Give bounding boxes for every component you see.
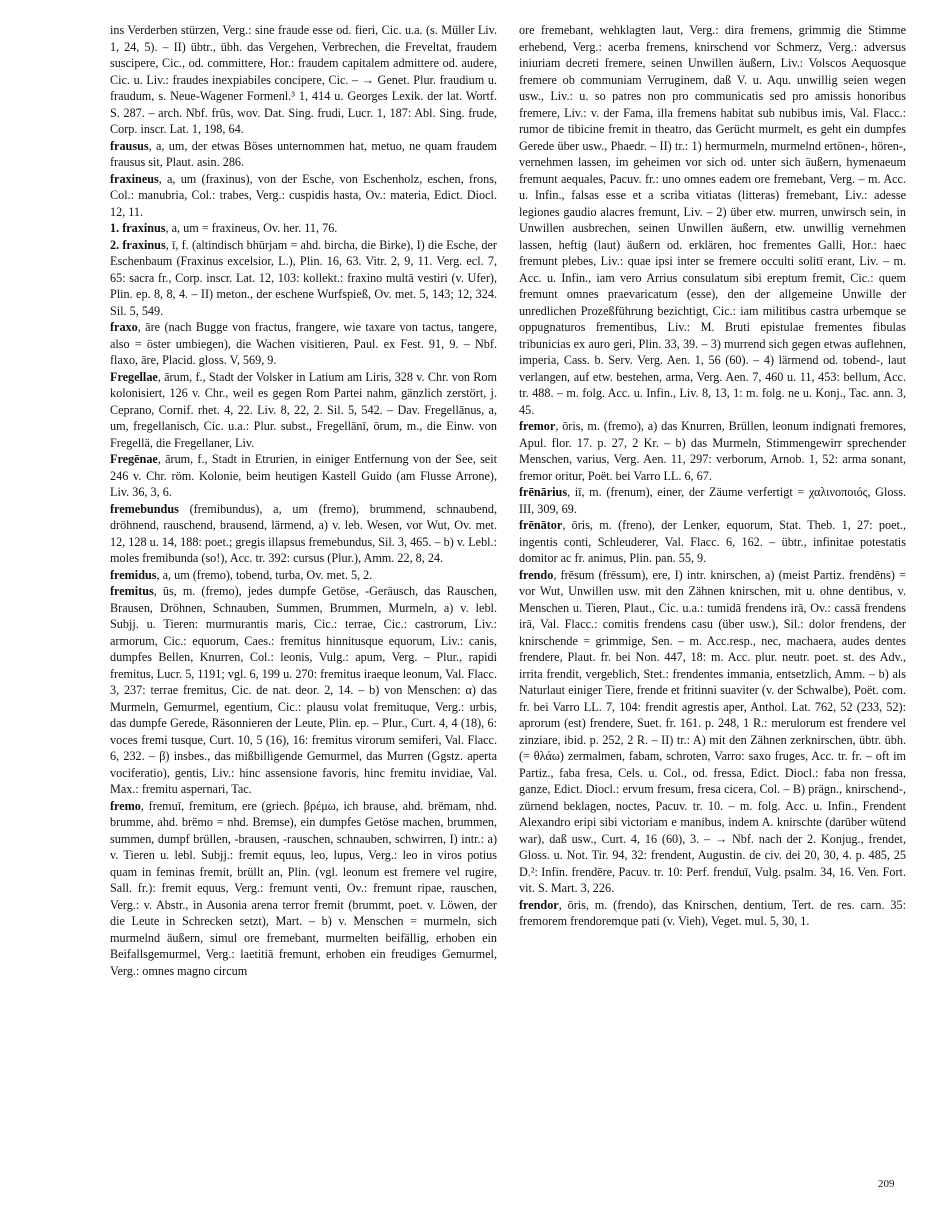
entry-text: , frēsum (frēssum), ere, I) intr. knirschen, a) (meist Partiz. frendēns) = vor Wut, Unwillen usw. mit den Zähnen knirschen, mit u. ohne dentibus, v. Menschen u. Tieren, Plaut., Cic. u.a.: tumidā frendens irā, Ov.: cassā frendens irā, Val. Flacc.: comitis frendens casu (über usw.), Sil.: dolor frendens, der knirschende = grimmige, Sen. – m. Acc.resp., nec, machaera, audes dentes frendere, Plaut. fr. bei Non. 447, 18: m. Acc. plur. neutr. poet. st. des Adv., irrita frendit, vergeblich, Stet.: frendentes immania, entsetzlich, Amm. – b) als Naturlaut einiger Tiere, frende et fritinni suaviter (v. der Schwalbe), Poët. com. fr. bei Varro LL. 7, 104: frendit agrestis aper, Anthol. Lat. 762, 52 (233, 52): aprorum (est) frendere, Suet. fr. 161. p. 248, 1 R.: merulorum est frendere vel zinziare, ibid. p. 252, 2 R. – II) tr.: A) mit den Zähnen zerknirschen, übtr. übh. (= θλάω) zermalmen, fabam, schroten, Varro: saxo fruges, Acc. tr. fr. – oft im Partiz., faba fresa, Cels. u. Col., od. fressa, Edict. Diocl.: faba non fressa, ganze, Edict. Diocl.: ervum fresum, fresa cicera, Col. – B) prägn., knirschend-, zürnend beklagen, noctes, Pacuv. tr. 10. – m. folg. Acc. u. Infin., Frendent Alexandro eripi sibi victoriam e manibus, indem A. knirschte (darüber wütend war), daß usw., Curt. 4, 16 (60), 3. – → Nbf. nach der 2. Konjug., frendet, Gloss. u. Not. Tir. 94, 32: frendent, Augustin. de civ. dei 20, 30, 4. p. 485, 25 D.²: Infin. frendēre, Pacuv. tr. 10: Perf. frenduī, Vulg. psalm. 34, 16. Ven. Fort. vit. S. Mart. 3, 226. [519,567,906,895]
dictionary-entry [519,567,906,897]
entry-text: , ūs, m. (fremo), jedes dumpfe Getöse, -Geräusch, das Rauschen, Brausen, Dröhnen, Schnauben, Summen, Brummen, Murmeln, a) v. lebl. Subjj. u. Tieren: murmurantis maris, Cic.: terrae, Cic.: castrorum, Liv.: armorum, Cic.: equorum, Caes.: fremitus hinnitusque equorum, Liv.: canis, dumpfes Bellen, Knurren, Col.: leonis, Vulg.: apum, Verg. – Plur., rapidi fremitus, Lucr. 5, 1191; vgl. 6, 199 u. 270: fremitus iraeque leonum, Val. Flacc. 3, 237: terrae fremitus, Cic. de nat. deor. 2, 14. – b) von Menschen: α) das Murmeln, Gemurmel, egentium, Cic.: plausu volat fremituque, Verg.: urbis, das dumpfe Gerede, Räsonnieren der Leute, Plin. ep. – Plur., Curt. 4, 4 (18), 6: voces fremi tusque, Curt. 10, 5 (16), 16: fremitus virorum semiferi, Val. Flacc. 6, 232. – β) insbes., das mißbilligende Gemurmel, das Murren (Ggstz. aperta vociferatio), gentis, Liv.: hinc assensione favoris, hinc fremitu invidiae, Val. Max.: fremitu aspernari, Tac. [110,584,497,796]
dictionary-entry [110,138,497,171]
entry-text: ore fremebant, wehklagten laut, Verg.: dira fremens, grimmig die Stimme erhebend, Verg.: acerba fremens, knirschend vor Schmerz, Verg.: adversus iniuriam decreti fremere, seinen Unwillen äußern, Liv.: Volscos Aequosque fremere ob communiam Verruginem, daß V. u. Aqu. unwillig seien wegen usw., Liv.: u. so patres non pro communicatis sed pro amissis honoribus fremere, Liv.: v. der Fama, illa fremens habitat sub nubibus imis, Val. Flacc.: rumor de tibicine fremit in theatro, das Gerücht murmelt, es geht ein dumpfes Gerede über usw., Phaedr. – II) tr.: 1) hermurmeln, murmelnd ertönen-, hören-, vernehmen lassen, im geheimen vor sich od. unter sich äußern, hymenaeum fremunt aequales, Pacuv. fr.: uno omnes eadem ore fremebant, Verg. – m. Acc. u. Infin., falsas esse et a scriba vitiatas (litteras) fremebant, Liv.: adesse legiones gaudio alacres fremunt, Liv. – 2) über etw. murren, unwirsch sein, in Unwillen ausbrechen, seinen Unwillen äußern, etw. unwillig vernehmen lassen, heftig (laut) äußern od. erklären, hoc frementes Galli, Hor.: haec fremunt plebes, Liv.: quae ipsi inter se fremere occulti solitī erant, Liv. – m. Acc. u. Infin., iam vero Arrius consulatum sibi ereptum fremit, Cic.: quem fremunt omnes praevaricatum (esse), den der allgemeine Unwille der unredlichen Prozeßführung bezichtigt, Cic.: iam militibus castra urbemque se oppugnaturos frementibus, Liv.: M. Bruti epistulae frementes fibulas tribunicias ex auro geri, Plin. 33, 39. – 3) murrend sich gegen etwas auflehnen, imperia, Cass. b. Serv. Verg. Aen. 1, 56 (60). – 4) lärmend od. tobend-, laut verlangen, auf etw. bestehen, arma, Verg. Aen. 7, 460 u. 11, 453: bellum, Acc. tr. 488. – m. folg. Acc. u. Infin., Liv. 8, 13, 1: m. folg. ne u. Konj., Tac. ann. 3, 45. [519,23,906,417]
entry-text: , ārum, f., Stadt der Volsker in Latium am Liris, 328 v. Chr. von Rom kolonisiert, 126 v. Chr., weil es gegen Rom Partei nahm, gänzlich zerstört, j. Ceprano, Cornif. rhet. 4, 22. Liv. 8, 22, 2. Sil. 5, 542. – Dav. Fregellānus, a, um, fregellanisch, Cic. u.a.: Plur. subst., Fregellānī, ōrum, m., die Einw. von Fregellä, die Fregellaner, Liv. [110,369,497,450]
entry-headword: Fregēnae [110,452,158,466]
entry-text: , ārum, f., Stadt in Etrurien, in einiger Entfernung von der See, seit 246 v. Chr. röm. Kolonie, beim heutigen Kastell Guido (am Flusse Arrone), Liv. 36, 3, 6. [110,452,497,499]
left-column [110,22,497,979]
page-number: 209 [878,1178,895,1190]
dictionary-entry [519,484,906,517]
dictionary-entry [519,517,906,567]
dictionary-entry [110,798,497,980]
entry-text: , iī, m. (frenum), einer, der Zäume verfertigt = χαλινοποιός, Gloss. III, 309, 69. [519,485,906,516]
dictionary-entry [110,583,497,798]
dictionary-entry [519,897,906,930]
dictionary-entry [110,451,497,501]
entry-headword: frendor [519,897,559,912]
entry-headword: fremidus [110,567,157,582]
entry-headword: 2. fraxinus [110,237,166,252]
dictionary-entry [110,501,497,567]
entry-headword: fremitus [110,584,154,598]
entry-headword: fremor [519,419,556,433]
entry-text: , ōris, m. (frendo), das Knirschen, dentium, Tert. de res. carn. 35: fremorem frendoremque pati (v. Vieh), Veget. mul. 5, 30, 1. [519,897,906,928]
dictionary-entry [110,567,497,584]
entry-text: , ī, f. (altindisch bhūrjam = ahd. bircha, die Birke), I) die Esche, der Eschenbaum (Fraxinus excelsior, L.), Plin. 16, 63. Vitr. 2, 9, 11. Verg. ecl. 7, 65: sacra fr., Corp. inscr. Lat. 12, 103: kollekt.: fraxino multā vestiri (v. Ufer), Plin. ep. 8, 8, 4. – II) meton., der eschene Wurfspieß, Ov. met. 5, 143; 12, 324. Sil. 5, 549. [110,237,497,318]
entry-text: , ōris, m. (freno), der Lenker, equorum, Stat. Theb. 1, 27: poet., ingentis conti, Schleuderer, Val. Flacc. 6, 162. – übtr., infinitae potestatis domitor ac fr. animus, Plin. pan. 55, 9. [519,518,906,565]
entry-text: (fremibundus), a, um (fremo), brummend, schnaubend, dröhnend, rauschend, brausend, lärmend, a) v. leb. Wesen, vor Wut, Ov. met. 12, 128 u. 14, 188: poet.; gregis illapsus fremebundus, Sil. 3, 465. – b) v. Lebl.: moles fremibunda (so!), Acc. tr. 392: cursus (Plur.), Amm. 22, 8, 24. [110,501,497,565]
dictionary-entry [519,418,906,484]
entry-text: , āre (nach Bugge von fractus, frangere, wie taxare von tactus, tangere, also = öster umbiegen), die Wachen visitieren, Paul. ex Fest. 91, 9. – Nbf. flaxo, āre, Placid. gloss. V, 569, 9. [110,320,497,367]
dictionary-entry [110,319,497,369]
dictionary-entry [110,369,497,452]
entry-headword: frausus [110,138,149,153]
entry-text: , ōris, m. (fremo), a) das Knurren, Brüllen, leonum indignati fremores, Apul. flor. 17. p. 27, 2 Kr. – b) das Murmeln, Stimmengewirr sprechender Menschen, varius, Verg. Aen. 11, 297: verborum, Arnob. 1, 52: arma sonant, fremor oritur, Poët. bei Varro LL. 6, 67. [519,419,906,483]
entry-headword: fraxo [110,320,138,334]
entry-headword: fremebundus [110,501,179,516]
entry-headword: frēnātor [519,518,563,532]
entry-headword: fremo [110,798,141,813]
dictionary-entry [519,22,906,418]
entry-headword: frendo [519,567,554,582]
entry-headword: 1. fraxinus [110,221,166,235]
entry-text: , a, um (fremo), tobend, turba, Ov. met. 5, 2. [156,567,373,582]
entry-headword: fraxineus [110,171,159,186]
dictionary-entry [110,22,497,138]
right-column [519,22,906,930]
entry-text: , a, um (fraxinus), von der Esche, von Eschenholz, eschen, frons, Col.: manubria, Col.: trabes, Verg.: cuspidis hasta, Ov.: materia, Edict. Diocl. 12, 11. [110,171,497,219]
entry-headword: Fregellae [110,369,158,384]
entry-text: , fremuī, fremitum, ere (griech. βρέμω, ich brause, ahd. brëmam, nhd. brumme, ahd. brëmo = nhd. Bremse), ein dumpfes Getöse machen, brummen, summen, dumpf brüllen, -brausen, -rauschen, schnauben, schwirren, I) intr.: a) v. Tieren u. lebl. Subjj.: fremit equus, leo, lupus, Verg.: leo in viros potius quam in feminas fremit, brüllt an, Plin. (vgl. leonum est fremere vel rugire, Sall. fr.): fremit equus, Verg.: fremunt venti, Ov.: fremunt ripae, rauschen, Verg.: v. Abstr., in Ausonia arena terror fremit (brummt, poet. v. Löwen, der die Leute in Schrecken setzt), Mart. – b) v. Menschen = murmeln, sich murmelnd äußern, simul ore fremebant, murmelten beifällig, erhoben ein Beifallsgemurmel, Verg.: laetitiā fremunt, erhoben ein freudiges Gemurmel, Verg.: omnes magno circum [110,798,497,978]
entry-text: , a, um = fraxineus, Ov. her. 11, 76. [165,221,338,235]
dictionary-entry [110,237,497,320]
dictionary-entry [110,220,497,237]
entry-text: , a, um, der etwas Böses unternommen hat, metuo, ne quam fraudem frausus sit, Plaut. asin. 286. [110,138,497,169]
dictionary-entry [110,171,497,221]
entry-headword: frēnārius [519,485,568,499]
entry-text: ins Verderben stürzen, Verg.: sine fraude esse od. fieri, Cic. u.a. (s. Müller Liv. 1, 24, 5). – II) übtr., übh. das Vergehen, Verbrechen, die Freveltat, fraudem suscipere, Cic., od. committere, Hor.: fraudem capitalem admittere od. audere, Cic. u. Liv.: fraudes inexpiabiles concipere, Cic. – → Genet. Plur. fraudium u. fraudum, s. Neue-Wagener Formenl.³ 1, 414 u. Georges Lexik. der lat. Wortf. S. 287. – arch. Nbf. frūs, wov. Dat. Sing. frudi, Lucr. 1, 187: Abl. Sing. frude, Corp. inscr. Lat. 1, 198, 64. [110,23,497,136]
